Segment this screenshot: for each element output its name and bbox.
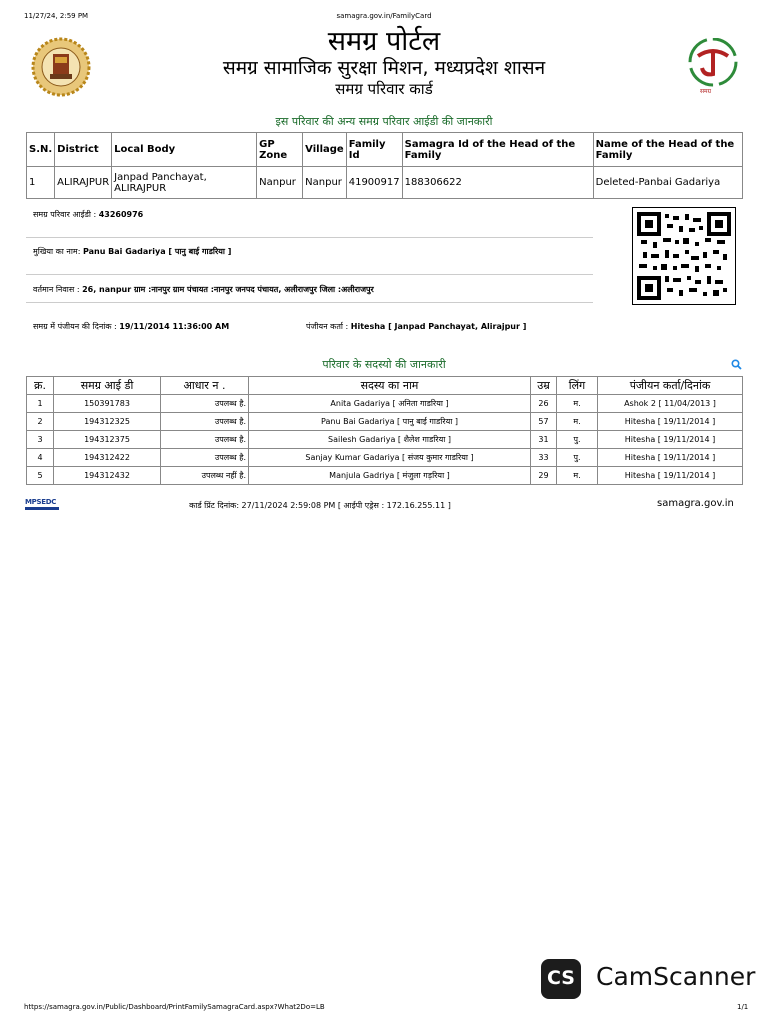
head-name-value: Panu Bai Gadariya [ पानु बाई गाडरिया ] — [82, 247, 232, 256]
members-heading: परिवार के सदस्यो की जानकारी — [322, 358, 446, 371]
cell-local-body: Janpad Panchayat, ALIRAJPUR — [112, 167, 257, 199]
col-head-samagra-id: Samagra Id of the Head of the Family — [402, 133, 593, 167]
cell-registrar-date: Ashok 2 [ 11/04/2013 ] — [598, 395, 743, 413]
members-table — [26, 376, 743, 485]
cell-registrar-date: Hitesha [ 19/11/2014 ] — [598, 467, 743, 485]
col-member-name: सदस्य का नाम — [249, 377, 531, 395]
cell-aadhaar: उपलब्ध नहीं है. — [161, 467, 249, 485]
table-row — [27, 467, 743, 485]
registrar-value: Hitesha [ Janpad Panchayat, Alirajpur ] — [350, 322, 527, 331]
family-id-value: 43260976 — [98, 210, 144, 219]
cell-samagra-id: 194312375 — [54, 431, 161, 449]
table-row — [27, 449, 743, 467]
divider — [26, 237, 593, 238]
other-ids-table — [26, 132, 743, 199]
print-page-url: samagra.gov.in/FamilyCard — [336, 12, 432, 20]
camscanner-label: CamScanner — [596, 962, 756, 991]
card-title: समग्र परिवार कार्ड — [335, 80, 433, 98]
print-page-number: 1/1 — [737, 1003, 749, 1011]
cell-aadhaar: उपलब्ध है. — [161, 431, 249, 449]
table-row — [27, 413, 743, 431]
portal-title: समग्र पोर्टल — [327, 26, 441, 57]
cell-sn: 1 — [27, 167, 55, 199]
cell-head-name: Deleted-Panbai Gadariya — [593, 167, 742, 199]
col-district: District — [55, 133, 112, 167]
cell-aadhaar: उपलब्ध है. — [161, 449, 249, 467]
site-label: samagra.gov.in — [657, 498, 734, 509]
cell-serial: 4 — [27, 449, 54, 467]
cell-serial: 3 — [27, 431, 54, 449]
cell-samagra-id: 194312432 — [54, 467, 161, 485]
cell-family-id: 41900917 — [346, 167, 402, 199]
cell-serial: 5 — [27, 467, 54, 485]
address-label: वर्तमान निवास : — [33, 285, 80, 294]
col-gender: लिंग — [557, 377, 598, 395]
cell-head-samagra-id: 188306622 — [402, 167, 593, 199]
col-registrar-date: पंजीयन कर्ता/दिनांक — [598, 377, 743, 395]
samagra-logo-caption: समग्र — [700, 88, 712, 95]
cell-gender: पु. — [557, 431, 598, 449]
table-row — [27, 167, 743, 199]
family-id-label: समग्र परिवार आईडी : — [33, 210, 97, 219]
col-serial: क्र. — [27, 377, 54, 395]
registration-date-line — [33, 321, 229, 332]
cell-age: 33 — [531, 449, 557, 467]
col-aadhaar: आधार न . — [161, 377, 249, 395]
cell-registrar-date: Hitesha [ 19/11/2014 ] — [598, 413, 743, 431]
cell-gender: म. — [557, 413, 598, 431]
mission-subtitle: समग्र सामाजिक सुरक्षा मिशन, मध्यप्रदेश शासन — [222, 57, 546, 79]
cell-district: ALIRAJPUR — [55, 167, 112, 199]
cell-age: 26 — [531, 395, 557, 413]
table-row — [27, 431, 743, 449]
col-local-body: Local Body — [112, 133, 257, 167]
cell-samagra-id: 194312422 — [54, 449, 161, 467]
cell-samagra-id: 194312325 — [54, 413, 161, 431]
col-head-name: Name of the Head of the Family — [593, 133, 742, 167]
divider — [26, 302, 593, 303]
divider — [26, 274, 593, 275]
cell-gender: पु. — [557, 449, 598, 467]
cell-age: 31 — [531, 431, 557, 449]
head-label: मुखिया का नाम: — [33, 247, 81, 256]
cell-member-name: Sailesh Gadariya [ शैलेश गाडरिया ] — [249, 431, 531, 449]
col-family-id: Family Id — [346, 133, 402, 167]
qr-code — [632, 207, 736, 305]
cell-gp-zone: Nanpur — [257, 167, 303, 199]
head-name-line — [33, 246, 231, 257]
other-ids-heading: इस परिवार की अन्य समग्र परिवार आईडी की जानकारी — [275, 115, 493, 128]
address-value: 26, nanpur ग्राम :नानपुर ग्राम पंचायत :नानपुर जनपद पंचायत, अलीराजपुर जिला :अलीराजपुर — [82, 285, 374, 294]
cell-member-name: Manjula Gadriya [ मंजुला गड़रिया ] — [249, 467, 531, 485]
col-samagra-id: समग्र आई डी — [54, 377, 161, 395]
cell-registrar-date: Hitesha [ 19/11/2014 ] — [598, 449, 743, 467]
cell-aadhaar: उपलब्ध है. — [161, 395, 249, 413]
camscanner-logo: CS — [541, 959, 581, 999]
cell-member-name: Sanjay Kumar Gadariya [ संजय कुमार गाडरिया ] — [249, 449, 531, 467]
qr-code-icon — [633, 208, 735, 304]
reg-date-value: 19/11/2014 11:36:00 AM — [119, 322, 230, 331]
print-footer-url: https://samagra.gov.in/Public/Dashboard/PrintFamilySamagraCard.aspx?What2Do=LB — [24, 1003, 325, 1011]
col-village: Village — [303, 133, 347, 167]
col-age: उम्र — [531, 377, 557, 395]
col-sn: S.N. — [27, 133, 55, 167]
address-line — [33, 284, 374, 295]
registrar-line — [306, 321, 526, 332]
search-icon[interactable] — [731, 359, 742, 370]
cell-village: Nanpur — [303, 167, 347, 199]
cell-gender: म. — [557, 395, 598, 413]
family-id-line — [33, 209, 143, 220]
cell-gender: म. — [557, 467, 598, 485]
cell-age: 57 — [531, 413, 557, 431]
reg-date-label: समग्र में पंजीयन की दिनांक : — [33, 322, 117, 331]
cell-aadhaar: उपलब्ध है. — [161, 413, 249, 431]
cell-member-name: Panu Bai Gadariya [ पानु बाई गाडरिया ] — [249, 413, 531, 431]
mpsedc-logo: MPSEDC — [25, 498, 57, 506]
cell-samagra-id: 150391783 — [54, 395, 161, 413]
cell-serial: 2 — [27, 413, 54, 431]
cell-registrar-date: Hitesha [ 19/11/2014 ] — [598, 431, 743, 449]
print-datetime: 11/27/24, 2:59 PM — [24, 12, 89, 20]
registrar-label: पंजीयन कर्ता : — [306, 322, 349, 331]
table-row — [27, 395, 743, 413]
cell-age: 29 — [531, 467, 557, 485]
cell-serial: 1 — [27, 395, 54, 413]
col-gp-zone: GP Zone — [257, 133, 303, 167]
cell-member-name: Anita Gadariya [ अनिता गाडरिया ] — [249, 395, 531, 413]
samagra-logo-icon — [684, 38, 742, 88]
print-info: कार्ड प्रिंट दिनांक: 27/11/2024 2:59:08 PM [ आईपी एड्रेस : 172.16.255.11 ] — [189, 501, 451, 510]
